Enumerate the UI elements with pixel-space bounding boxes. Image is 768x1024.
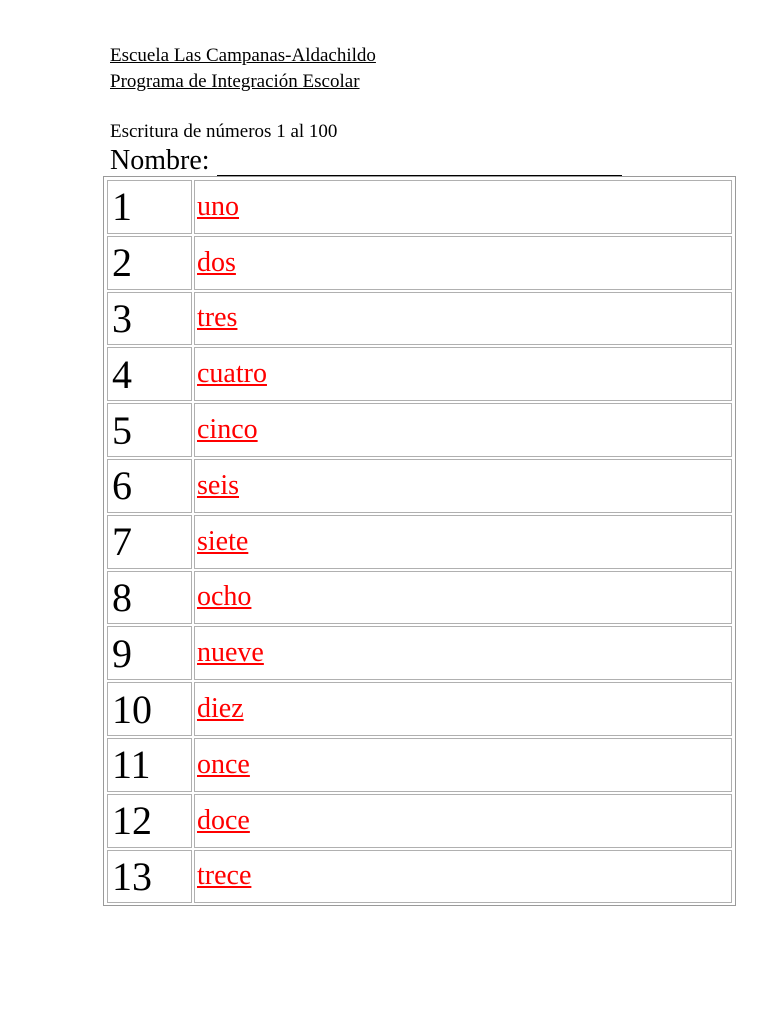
table-row [106,625,733,681]
word-cell [194,403,732,457]
school-name: Escuela Las Campanas-Aldachildo [110,45,376,66]
word-cell [194,738,732,792]
number-cell: 2 [107,236,192,290]
name-field-row [110,144,630,178]
program-name: Programa de Integración Escolar [110,71,360,92]
table-row [106,514,733,570]
number-cell: 8 [107,571,192,625]
number-cell: 1 [107,180,192,234]
word-cell [194,180,732,234]
number-cell: 6 [107,459,192,513]
word-cell [194,571,732,625]
number-cell: 5 [107,403,192,457]
number-word-link[interactable]: once [197,748,250,780]
worksheet-title: Escritura de números 1 al 100 [110,121,338,142]
table-row [106,793,733,849]
number-word-link[interactable]: uno [197,190,239,222]
number-word-link[interactable]: cinco [197,414,258,446]
number-word-link[interactable]: tres [197,302,238,334]
number-word-link[interactable]: diez [197,693,244,725]
table-row [106,402,733,458]
number-cell: 7 [107,515,192,569]
table-row [106,458,733,514]
word-cell [194,347,732,401]
table-row [106,849,733,905]
number-word-link[interactable]: dos [197,246,236,278]
number-cell: 13 [107,850,192,904]
table-row [106,179,733,235]
table-row [106,681,733,737]
number-word-link[interactable]: nueve [197,637,264,669]
word-cell [194,850,732,904]
number-cell: 12 [107,794,192,848]
number-word-link[interactable]: seis [197,469,239,501]
word-cell [194,515,732,569]
number-word-link[interactable]: doce [197,804,250,836]
table-row [106,235,733,291]
number-word-link[interactable]: siete [197,525,249,557]
table-row [106,346,733,402]
table-row [106,570,733,626]
word-cell [194,292,732,346]
word-cell [194,459,732,513]
number-cell: 3 [107,292,192,346]
number-cell: 11 [107,738,192,792]
word-cell [194,794,732,848]
number-word-link[interactable]: cuatro [197,358,267,390]
number-word-link[interactable]: trece [197,860,252,892]
table-row [106,737,733,793]
word-cell [194,626,732,680]
word-cell [194,236,732,290]
number-cell: 4 [107,347,192,401]
number-cell: 9 [107,626,192,680]
table-row [106,291,733,347]
word-cell [194,682,732,736]
number-cell: 10 [107,682,192,736]
name-label: Nombre: [110,145,210,176]
number-word-link[interactable]: ocho [197,581,252,613]
numbers-table [103,176,736,906]
